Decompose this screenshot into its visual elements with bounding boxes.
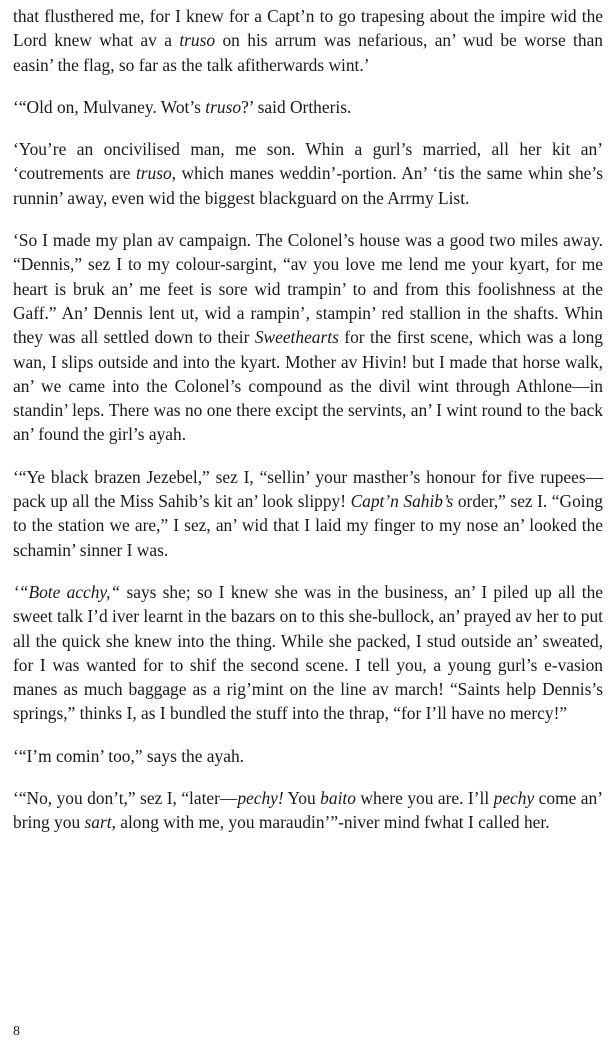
italic-run: baito: [320, 788, 356, 809]
page-number: 8: [13, 1024, 20, 1039]
italic-run: ‘“Bote acchy,“: [13, 581, 121, 602]
paragraph-4: [13, 228, 603, 447]
paragraph-8: [13, 786, 603, 835]
text-run: ‘“Old on, Mulvaney. Wot’s: [13, 96, 206, 117]
text-run: that flusthered me, for I knew for a Capt’n to go trapesing about the impire wid the Lord knew what av a: [13, 6, 603, 51]
italic-run: truso: [179, 30, 216, 51]
italic-run: pechy: [493, 788, 535, 809]
text-run: on his arrum was nefarious, an’ wud be worse than easin’ the flag, so far as the talk afitherwards wint.’: [13, 30, 603, 75]
text-run: , along with me, you maraudin’”-niver mind fwhat I called her.: [111, 812, 550, 833]
italic-run: pechy!: [237, 788, 284, 809]
italic-run: truso: [135, 163, 172, 184]
text-run: order,” sez I. “Going to the station we are,” I sez, an’ wid that I laid my finger to my nose an’ looked the schamin’ sinner I was.: [13, 491, 603, 560]
italic-run: Sweethearts: [254, 327, 339, 348]
paragraph-6: [13, 580, 603, 726]
italic-run: Capt’n Sahib’s: [350, 491, 454, 512]
italic-run: sart: [84, 812, 112, 833]
text-run: , which manes weddin’-portion. An’ ‘tis the same whin she’s runnin’ away, even wid the biggest blackguard on the Arrmy List.: [13, 163, 603, 208]
text-run: ‘“No, you don’t,” sez I, “later—: [13, 788, 238, 809]
italic-run: truso: [205, 96, 242, 117]
text-run: ‘You’re an oncivilised man, me son. Whin a gurl’s married, all her kit an’ ‘coutrements are: [13, 139, 603, 184]
paragraph-2: [13, 95, 603, 119]
text-run: You: [283, 788, 321, 809]
paragraph-5: [13, 465, 603, 562]
text-run: for the first scene, which was a long wan, I slips outside and into the kyart. Mother av Hivin! but I made that horse walk, an’ we came into the Colonel’s compound as the divil wint through Athlone—in standin’ leps. There was no one there excipt the servints, an’ I wint round to the back an’ found the girl’s ayah.: [13, 327, 604, 445]
paragraph-3: [13, 137, 603, 210]
text-run: ‘“I’m comin’ too,” says the ayah.: [13, 745, 244, 766]
text-run: ‘“Ye black brazen Jezebel,” sez I, “sellin’ your masther’s honour for five rupees—pack up all the Miss Sahib’s kit an’ look slippy!: [13, 466, 603, 512]
body-text: [13, 4, 603, 853]
text-run: where you are. I’ll: [355, 788, 494, 809]
text-run: ‘So I made my plan av campaign. The Colonel’s house was a good two miles away. “Dennis,” sez I to my colour-sargint, “av you love me lend me your kyart, for me heart is bruk an’ me feet is sore wid trampin’ to and from this foolishness at the Gaff.” An’ Dennis lent ut, wid a rampin’, stampin’ red stallion in the shafts. Whin they was all settled down to their: [13, 230, 603, 348]
text-run: says she; so I knew she was in the business, an’ I piled up all the sweet talk I’d iver learnt in the bazars on to this she-bullock, an’ prayed av her to put all the quick she knew into the thing. While she packed, I stud outside an’ sweated, for I was wanted for to shif the second scene. I tell you, a young gurl’s e-vasion manes as much baggage as a rig’mint on the line av march! “Saints help Dennis’s springs,” thinks I, as I bundled the stuff into the thrap, “for I’ll have no mercy!”: [13, 581, 603, 724]
paragraph-7: [13, 744, 603, 768]
text-run: ?’ said Ortheris.: [241, 96, 352, 117]
paragraph-1: [13, 4, 603, 77]
text-run: come an’ bring you: [13, 788, 603, 833]
